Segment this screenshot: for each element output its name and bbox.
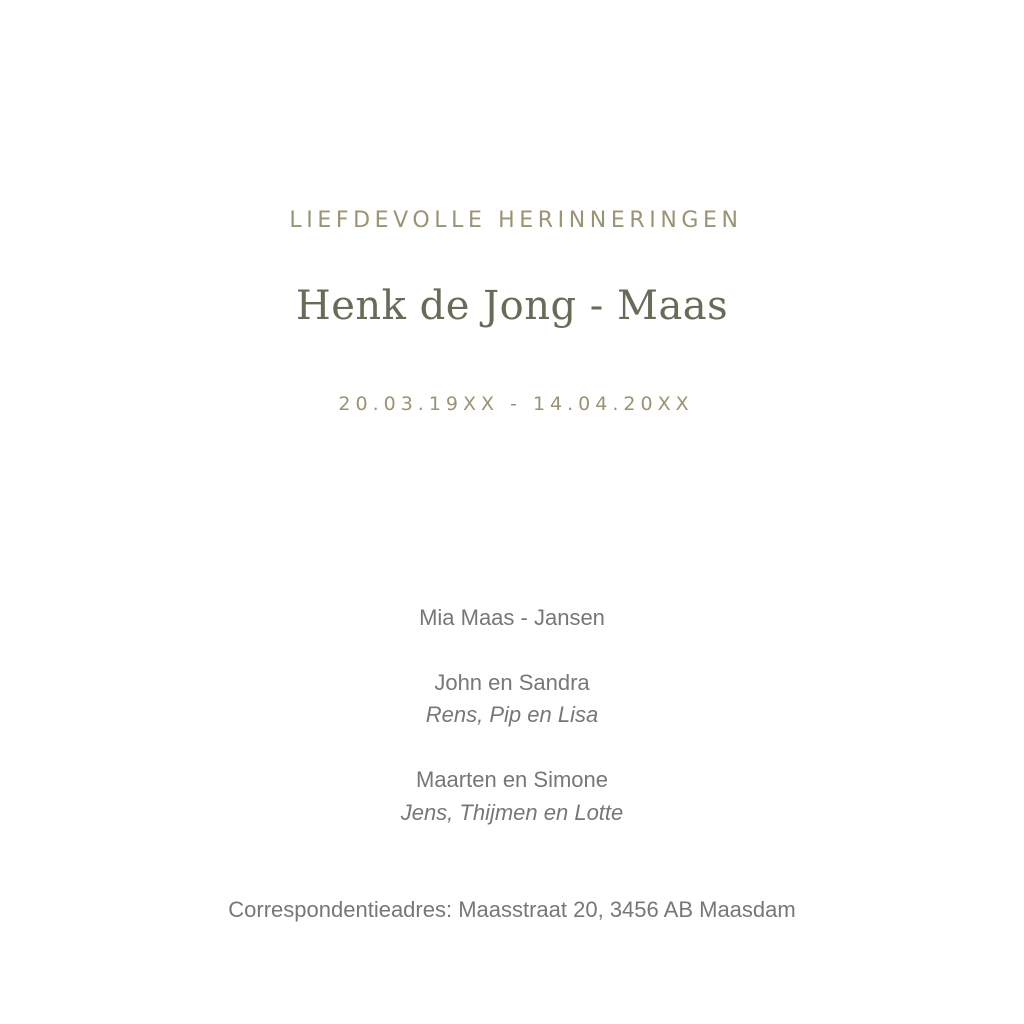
life-dates: 20.03.19XX - 14.04.20XX — [338, 393, 694, 415]
family-child-1: John en Sandra — [434, 670, 590, 695]
family-grandchildren-1: Rens, Pip en Lisa — [425, 702, 599, 727]
correspondence-address: Correspondentieadres: Maasstraat 20, 3456 AB Maasdam — [228, 897, 796, 922]
family-child-2: Maarten en Simone — [416, 767, 608, 792]
family-grandchildren-2: Jens, Thijmen en Lotte — [400, 800, 624, 825]
deceased-name: Henk de Jong - Maas — [295, 283, 729, 329]
family-spouse: Mia Maas - Jansen — [419, 605, 605, 630]
overline-heading: LIEFDEVOLLE HERINNERINGEN — [289, 208, 743, 233]
